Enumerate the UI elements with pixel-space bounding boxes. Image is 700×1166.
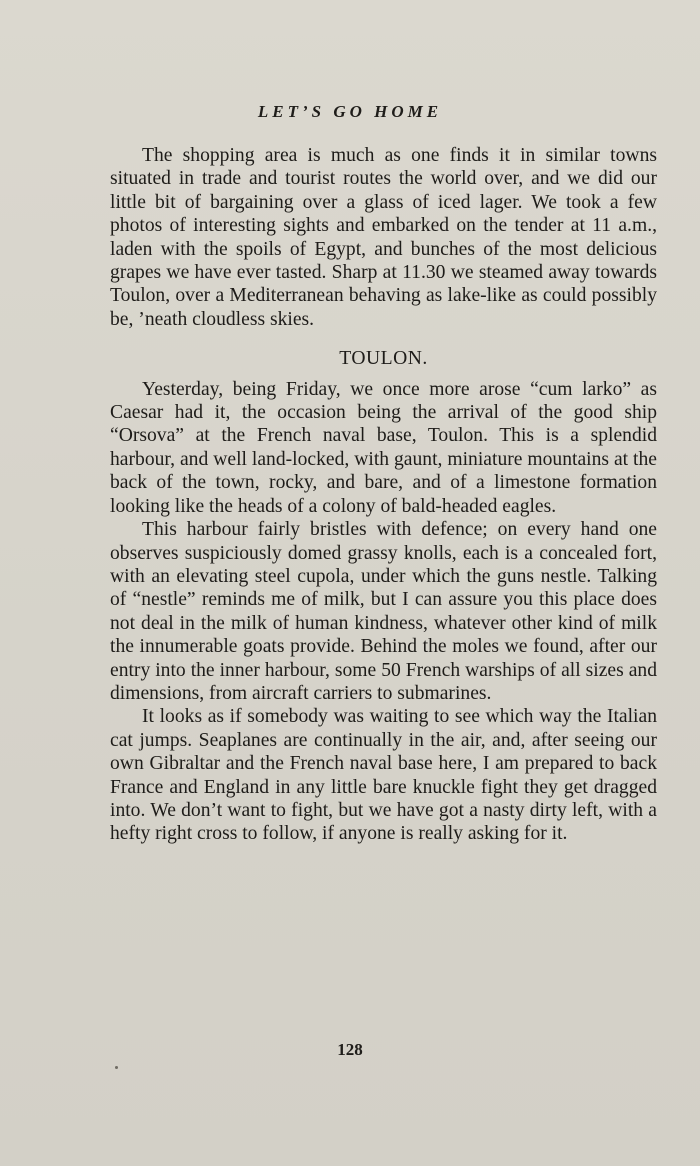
paragraph-warships: It looks as if somebody was waiting to see which way the Italian cat jumps. Seaplanes are continually in the air, and, after seeing our own Gibraltar and the French naval base here, I am prepared to back France and England in any little bare knuckle fight they get dragged into. We don’t want to fight, but we have got a nasty dirty left, with a hefty right cross to follow, if anyone is really asking for it. [110, 706, 657, 845]
paragraph-arrival: Yesterday, being Friday, we once more arose “cum larko” as Caesar had it, the occasion being the arrival of the good ship “Orsova” at the French naval base, Toulon. This is a splendid harbour, and well land-locked, with gaunt, miniature mountains at the back of the town, rocky, and bare, and of a limestone formation looking like the heads of a colony of bald-headed eagles. [110, 378, 657, 517]
paragraph-defence: This harbour fairly bristles with defence; on every hand one observes suspiciously domed grassy knolls, each is a concealed fort, with an elevating steel cupola, under which the guns nestle. Talking of “nestle” reminds me of milk, but I can assure you this place does not deal in the milk of human kindness, whatever other kind of milk the innumerable goats provide. Behind the moles we found, after our entry into the inner harbour, some 50 French warships of all sizes and dimensions, from aircraft carriers to submarines. [110, 519, 657, 704]
paragraph-shopping: The shopping area is much as one finds it in similar towns situated in trade and tourist routes the world over, and we did our little bit of bargaining over a glass of iced lager. We took a few photos of interesting sights and embarked on the tender at 11 a.m., laden with the spoils of Egypt, and bunches of the most delicious grapes we have ever tasted. Sharp at 11.30 we steamed away towards Toulon, over a Mediterranean behaving as lake-like as could possibly be, ’neath cloudless skies. [110, 145, 657, 330]
paper-speck [115, 1066, 118, 1069]
running-head: LET’S GO HOME [257, 102, 443, 121]
page-number: 128 [337, 1040, 363, 1059]
body-text [110, 144, 657, 846]
section-heading: TOULON. [339, 348, 428, 370]
